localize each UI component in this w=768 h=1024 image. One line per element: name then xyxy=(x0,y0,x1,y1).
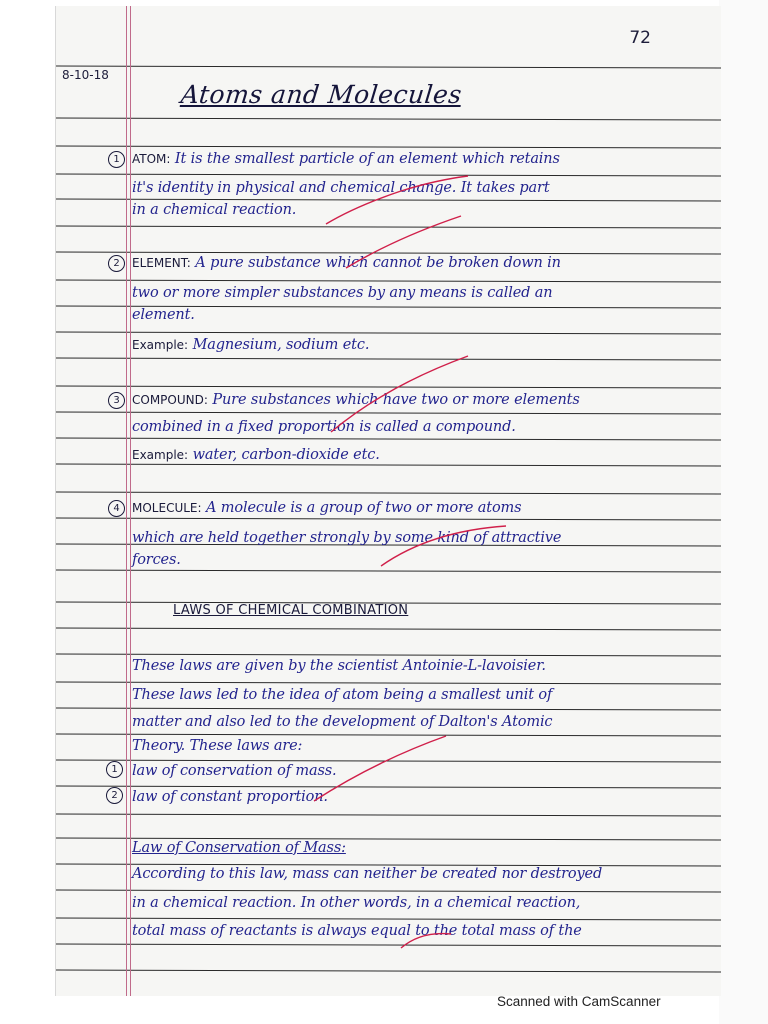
paragraph-line: According to this law, mass can neither be created nor destroyed xyxy=(132,866,603,882)
number-badge: 1 xyxy=(106,761,123,778)
notebook-page xyxy=(55,6,721,996)
definition-line: two or more simpler substances by any means is called an xyxy=(132,285,553,301)
ruled-line xyxy=(56,252,721,254)
term-label: MOLECULE: xyxy=(132,501,202,515)
example-text: Magnesium, sodium etc. xyxy=(192,337,370,353)
definition-line: forces. xyxy=(132,552,181,568)
ruled-line xyxy=(56,146,721,148)
number-badge: 3 xyxy=(108,392,125,409)
definition-text: It is the smallest particle of an element which retains xyxy=(174,151,560,167)
ruled-line xyxy=(56,66,721,68)
definition-line xyxy=(132,500,521,516)
scan-background xyxy=(719,0,768,1024)
definition-text: Pure substances which have two or more elements xyxy=(212,392,580,408)
ruled-line xyxy=(56,628,721,630)
number-badge: 1 xyxy=(108,151,125,168)
ruled-line xyxy=(56,438,721,440)
ruled-line xyxy=(56,226,721,228)
law-list-item: law of conservation of mass. xyxy=(132,763,337,779)
watermark: Scanned with CamScanner xyxy=(497,994,661,1009)
paragraph-line: These laws led to the idea of atom being a smallest unit of xyxy=(132,687,553,703)
ruled-line xyxy=(56,682,721,684)
margin-line xyxy=(130,6,131,996)
law-list-item: law of constant proportion. xyxy=(132,789,328,805)
definition-line: element. xyxy=(132,307,195,323)
ruled-line xyxy=(56,786,721,788)
ruled-line xyxy=(56,654,721,656)
ruled-line xyxy=(56,199,721,201)
example-label: Example: xyxy=(132,338,189,352)
ruled-line xyxy=(56,944,721,946)
date: 8-10-18 xyxy=(62,68,109,82)
ruled-line xyxy=(56,518,721,520)
ruled-line xyxy=(56,708,721,710)
definition-text: A pure substance which cannot be broken down in xyxy=(195,255,561,271)
paragraph-line: matter and also led to the development of Dalton's Atomic xyxy=(132,714,553,730)
definition-line xyxy=(132,151,560,167)
example-text: water, carbon-dioxide etc. xyxy=(192,447,380,463)
definition-line: it's identity in physical and chemical change. It takes part xyxy=(132,180,550,196)
example-line xyxy=(132,337,369,353)
paragraph-line: in a chemical reaction. In other words, in a chemical reaction, xyxy=(132,895,581,911)
paragraph-line: total mass of reactants is always equal to the total mass of the xyxy=(132,923,582,939)
section-heading: LAWS OF CHEMICAL COMBINATION xyxy=(173,603,409,618)
term-label: COMPOUND: xyxy=(132,393,208,407)
definition-line xyxy=(132,392,580,408)
definition-line: combined in a fixed proportion is called a compound. xyxy=(132,419,516,435)
paragraph-line: These laws are given by the scientist Antoinie-L-lavoisier. xyxy=(132,658,546,674)
example-line xyxy=(132,447,380,463)
example-label: Example: xyxy=(132,448,189,462)
term-label: ELEMENT: xyxy=(132,256,191,270)
ruled-line xyxy=(56,464,721,466)
ruled-line xyxy=(56,970,721,972)
definition-line xyxy=(132,255,561,271)
ruled-line xyxy=(56,358,721,360)
definition-line: which are held together strongly by some kind of attractive xyxy=(132,530,562,546)
definition-line: in a chemical reaction. xyxy=(132,202,297,218)
subheading: Law of Conservation of Mass: xyxy=(132,840,346,856)
number-badge: 2 xyxy=(108,255,125,272)
ruled-line xyxy=(56,492,721,494)
ruled-line xyxy=(56,760,721,762)
ruled-line xyxy=(56,814,721,816)
ruled-line xyxy=(56,918,721,920)
ruled-line xyxy=(56,412,721,414)
definition-text: A molecule is a group of two or more atoms xyxy=(206,500,522,516)
number-badge: 4 xyxy=(108,500,125,517)
ruled-line xyxy=(56,734,721,736)
paragraph-line: Theory. These laws are: xyxy=(132,738,303,754)
page-title: Atoms and Molecules xyxy=(179,80,464,109)
ruled-line xyxy=(56,890,721,892)
ruled-line xyxy=(56,332,721,334)
ruled-line xyxy=(56,386,721,388)
number-badge: 2 xyxy=(106,787,123,804)
ruled-line xyxy=(56,280,721,282)
page-number: 72 xyxy=(629,28,651,48)
margin-line xyxy=(126,6,127,996)
ruled-line xyxy=(56,570,721,572)
ruled-line xyxy=(56,118,721,120)
ruled-line xyxy=(56,174,721,176)
term-label: ATOM: xyxy=(132,152,171,166)
